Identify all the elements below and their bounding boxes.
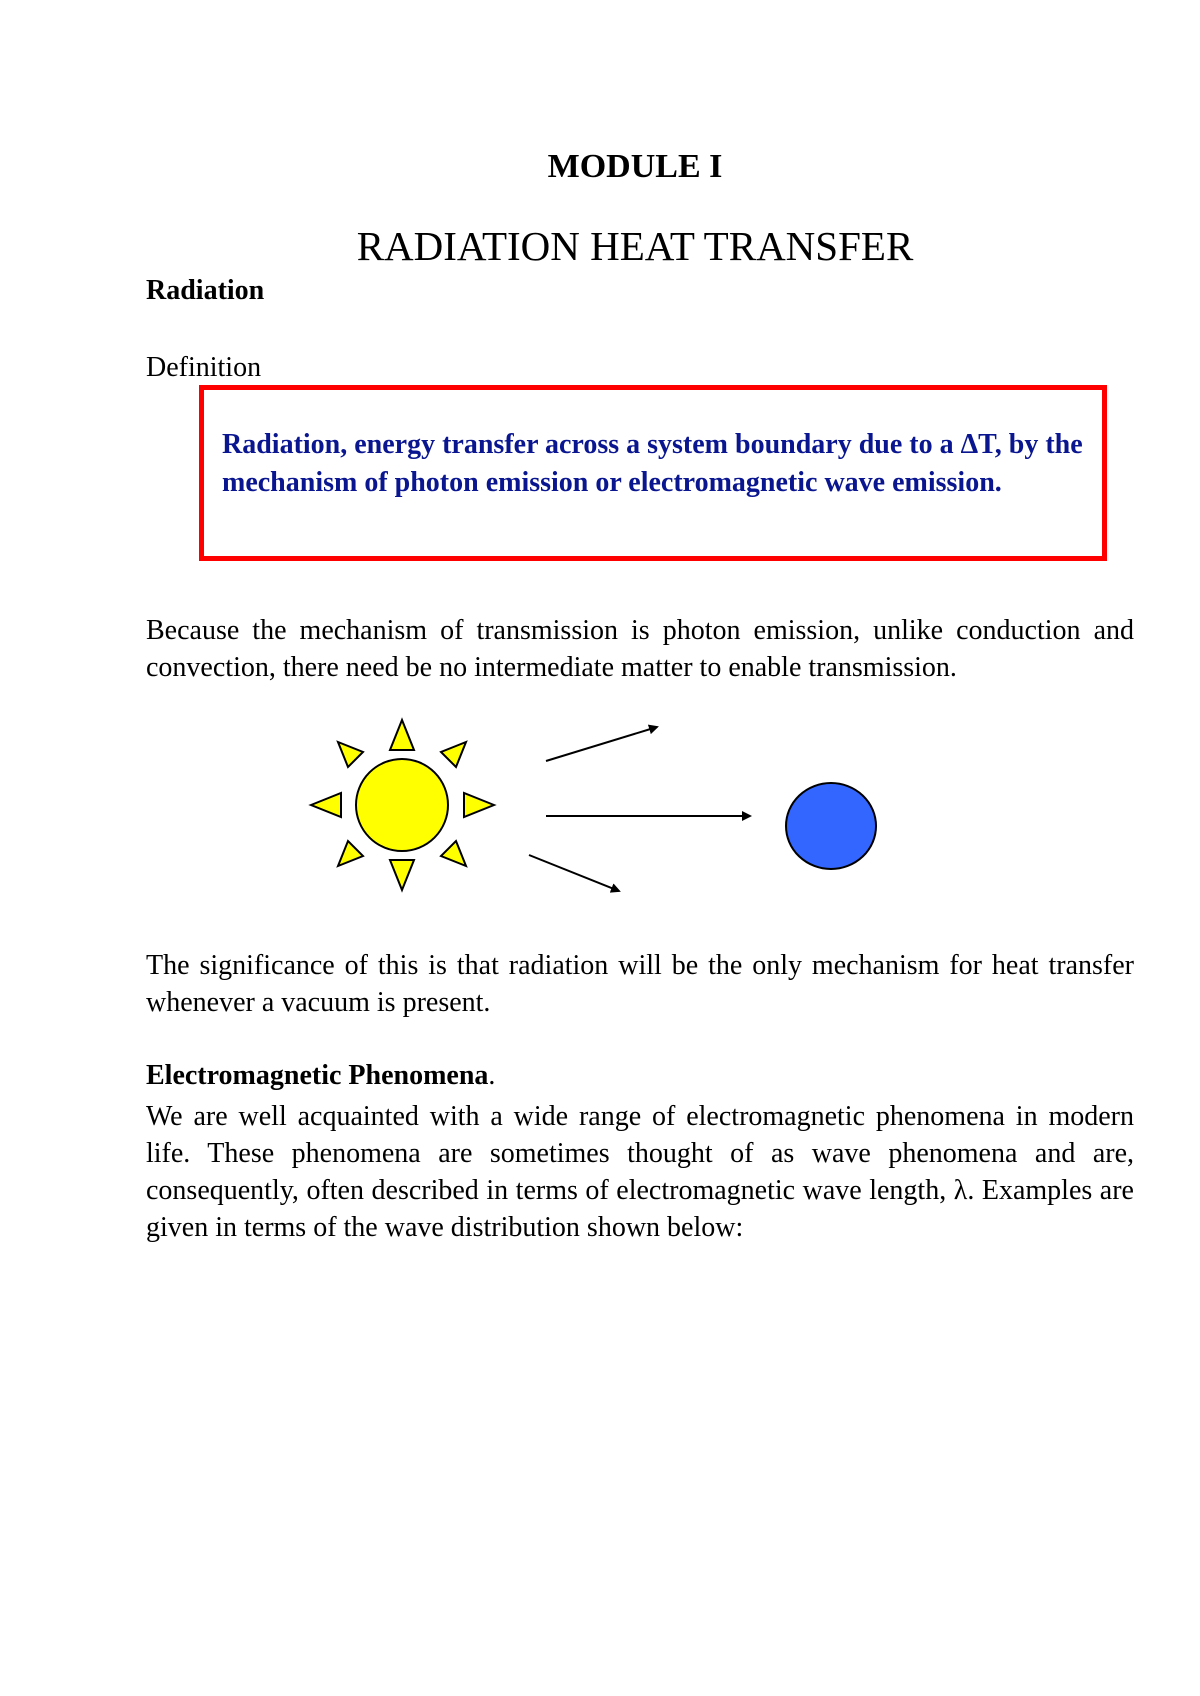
sun-icon xyxy=(311,720,494,890)
arrow-icon xyxy=(529,727,750,891)
planet-icon xyxy=(786,783,876,869)
paragraph-significance: The significance of this is that radiation will be the only mechanism for heat transfer whenever a vacuum is present. xyxy=(146,950,1134,1018)
section-heading-electromagnetic xyxy=(146,1060,495,1092)
page-title: RADIATION HEAT TRANSFER xyxy=(356,223,914,269)
paragraph-transmission: Because the mechanism of transmission is photon emission, unlike conduction and convection, there need be no intermediate matter to enable transmission. xyxy=(146,615,1134,683)
module-title: MODULE I xyxy=(547,148,723,185)
paragraph-electromagnetic: We are well acquainted with a wide range of electromagnetic phenomena in modern life. These phenomena are sometimes thought of as wave phenomena and are, consequently, often described in terms of electromagnetic wave length, λ. Examples are given in terms of the wave distribution shown below: xyxy=(146,1101,1134,1243)
section-heading-radiation: Radiation xyxy=(146,275,265,306)
em-heading-suffix: . xyxy=(488,1060,496,1091)
definition-box xyxy=(199,385,1107,561)
definition-label: Definition xyxy=(146,352,262,383)
definition-text: Radiation, energy transfer across a system boundary due to a ΔT, by the mechanism of photon emission or electromagnetic wave emission. xyxy=(222,429,1083,498)
em-heading-text: Electromagnetic Phenomena xyxy=(146,1060,489,1091)
